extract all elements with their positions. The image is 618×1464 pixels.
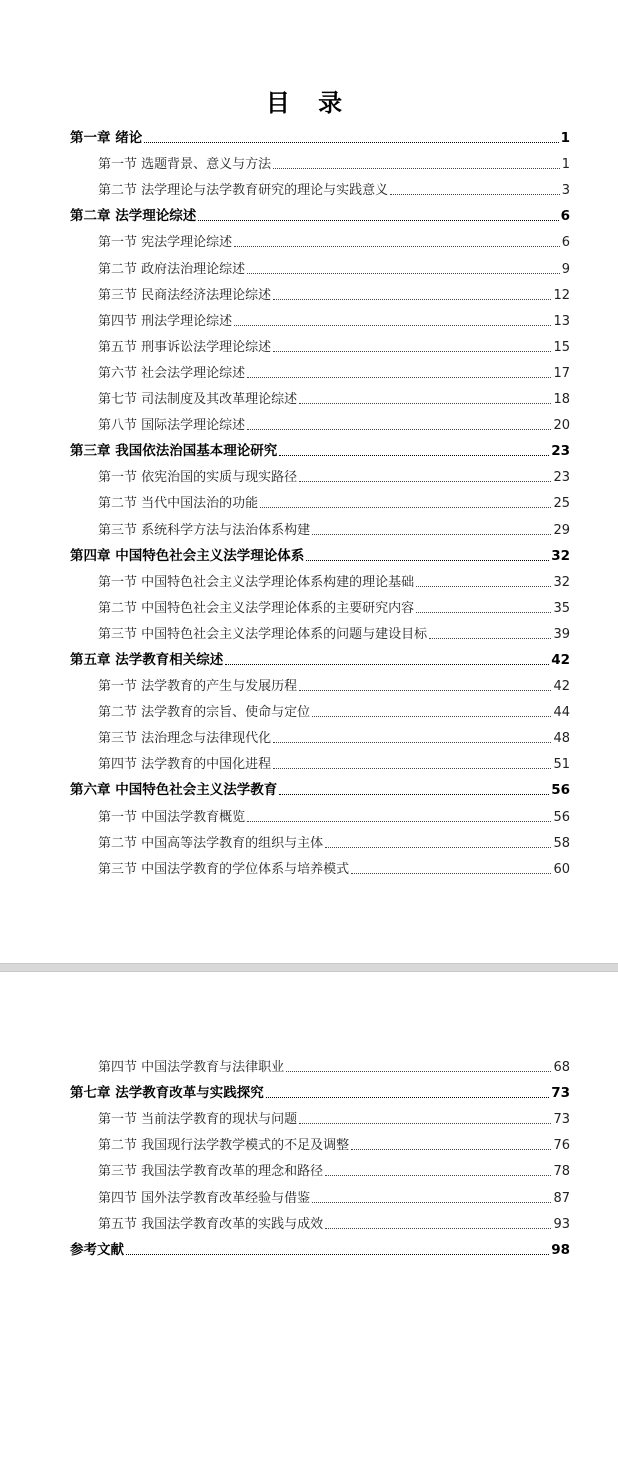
toc-page-number: 76: [553, 1138, 570, 1154]
toc-page-number: 68: [553, 1060, 570, 1076]
toc-page-number: 56: [553, 809, 570, 825]
toc-entry-label: 第二节 当代中国法治的功能: [98, 496, 259, 512]
toc-entry-label: 第二节 政府法治理论综述: [98, 261, 246, 277]
toc-entry-label: 第五节 我国法学教育改革的实践与成效: [98, 1216, 324, 1232]
toc-page-number: 93: [553, 1216, 570, 1232]
toc-page-number: 56: [551, 782, 570, 799]
toc-page-number: 78: [553, 1164, 570, 1180]
toc-section-entry[interactable]: [0, 698, 618, 724]
toc-chapter-entry[interactable]: [0, 124, 618, 150]
toc-entry-label: 第三节 中国特色社会主义法学理论体系的问题与建设目标: [98, 626, 428, 642]
toc-section-entry[interactable]: [0, 307, 618, 333]
toc-list-page-1: [0, 124, 618, 881]
toc-chapter-entry[interactable]: [0, 1079, 618, 1105]
dot-leader: [312, 1202, 551, 1203]
toc-section-entry[interactable]: [0, 463, 618, 489]
toc-page-number: 13: [553, 313, 570, 329]
toc-entry-label: 第四节 刑法学理论综述: [98, 313, 233, 329]
dot-leader: [247, 273, 560, 274]
toc-list-page-2: [0, 1053, 618, 1262]
toc-section-entry[interactable]: [0, 254, 618, 280]
toc-entry-label: 第一节 依宪治国的实质与现实路径: [98, 470, 298, 486]
toc-entry-label: 第三章 我国依法治国基本理论研究: [70, 443, 278, 460]
toc-page-number: 51: [553, 757, 570, 773]
dot-leader: [325, 1228, 551, 1229]
dot-leader: [234, 246, 560, 247]
toc-page-number: 18: [553, 392, 570, 408]
toc-entry-label: 第一节 选题背景、意义与方法: [98, 157, 272, 173]
toc-entry-label: 参考文献: [70, 1241, 124, 1258]
toc-page-number: 42: [553, 679, 570, 695]
toc-section-entry[interactable]: [0, 750, 618, 776]
toc-page-number: 15: [553, 339, 570, 355]
toc-page-number: 35: [553, 600, 570, 616]
dot-leader: [299, 481, 551, 482]
dot-leader: [312, 716, 551, 717]
dot-leader: [144, 142, 558, 143]
toc-page-number: 1: [560, 130, 570, 147]
dot-leader: [273, 168, 560, 169]
toc-entry-label: 第一章 绪论: [70, 130, 143, 147]
toc-page-number: 32: [551, 547, 570, 564]
dot-leader: [273, 742, 551, 743]
toc-page-number: 87: [553, 1190, 570, 1206]
toc-section-entry[interactable]: [0, 1183, 618, 1209]
dot-leader: [247, 821, 551, 822]
toc-title: 目 录: [265, 88, 353, 117]
toc-entry-label: 第二节 我国现行法学教学模式的不足及调整: [98, 1138, 350, 1154]
toc-section-entry[interactable]: [0, 724, 618, 750]
toc-section-entry[interactable]: [0, 672, 618, 698]
toc-entry-label: 第四节 国外法学教育改革经验与借鉴: [98, 1190, 311, 1206]
toc-section-entry[interactable]: [0, 228, 618, 254]
dot-leader: [247, 377, 551, 378]
toc-page-number: 39: [553, 626, 570, 642]
dot-leader: [260, 507, 551, 508]
toc-page-number: 12: [553, 287, 570, 303]
toc-entry-label: 第一节 中国特色社会主义法学理论体系构建的理论基础: [98, 574, 415, 590]
toc-entry-label: 第一节 当前法学教育的现状与问题: [98, 1112, 298, 1128]
toc-entry-label: 第七章 法学教育改革与实践探究: [70, 1085, 264, 1102]
toc-section-entry[interactable]: [0, 281, 618, 307]
toc-page-number: 58: [553, 835, 570, 851]
dot-leader: [416, 586, 551, 587]
toc-page-number: 23: [553, 470, 570, 486]
toc-entry-label: 第三节 中国法学教育的学位体系与培养模式: [98, 861, 350, 877]
dot-leader: [225, 664, 549, 665]
toc-page-number: 1: [561, 157, 570, 173]
toc-section-entry[interactable]: [0, 176, 618, 202]
toc-section-entry[interactable]: [0, 150, 618, 176]
toc-section-entry[interactable]: [0, 568, 618, 594]
toc-section-entry[interactable]: [0, 411, 618, 437]
toc-entry-label: 第三节 我国法学教育改革的理念和路径: [98, 1164, 324, 1180]
toc-page-number: 42: [551, 651, 570, 668]
toc-entry-label: 第三节 民商法经济法理论综述: [98, 287, 272, 303]
toc-entry-label: 第二节 中国高等法学教育的组织与主体: [98, 835, 324, 851]
toc-entry-label: 第二节 法学理论与法学教育研究的理论与实践意义: [98, 183, 389, 199]
dot-leader: [351, 873, 551, 874]
toc-entry-label: 第六节 社会法学理论综述: [98, 365, 246, 381]
toc-page-number: 29: [553, 522, 570, 538]
toc-page-number: 44: [553, 705, 570, 721]
toc-section-entry[interactable]: [0, 489, 618, 515]
toc-section-entry[interactable]: [0, 802, 618, 828]
dot-leader: [312, 534, 551, 535]
toc-entry-label: 第二节 法学教育的宗旨、使命与定位: [98, 705, 311, 721]
toc-section-entry[interactable]: [0, 515, 618, 541]
dot-leader: [390, 194, 560, 195]
toc-entry-label: 第四章 中国特色社会主义法学理论体系: [70, 547, 305, 564]
toc-entry-label: 第二章 法学理论综述: [70, 208, 197, 225]
toc-section-entry[interactable]: [0, 1053, 618, 1079]
toc-section-entry[interactable]: [0, 1105, 618, 1131]
toc-entry-label: 第三节 系统科学方法与法治体系构建: [98, 522, 311, 538]
toc-section-entry[interactable]: [0, 1131, 618, 1157]
dot-leader: [198, 220, 558, 221]
dot-leader: [325, 1175, 551, 1176]
toc-page-number: 48: [553, 731, 570, 747]
toc-page-number: 32: [553, 574, 570, 590]
toc-section-entry[interactable]: [0, 1210, 618, 1236]
toc-chapter-entry[interactable]: [0, 437, 618, 463]
toc-chapter-entry[interactable]: [0, 1236, 618, 1262]
dot-leader: [351, 1149, 551, 1150]
dot-leader: [126, 1254, 549, 1255]
toc-entry-label: 第一节 中国法学教育概览: [98, 809, 246, 825]
toc-entry-label: 第三节 法治理念与法律现代化: [98, 731, 272, 747]
dot-leader: [416, 612, 551, 613]
toc-section-entry[interactable]: [0, 359, 618, 385]
toc-entry-label: 第五节 刑事诉讼法学理论综述: [98, 339, 272, 355]
toc-page-number: 17: [553, 365, 570, 381]
dot-leader: [279, 794, 549, 795]
toc-page-number: 6: [560, 208, 570, 225]
dot-leader: [299, 690, 551, 691]
toc-entry-label: 第一节 宪法学理论综述: [98, 235, 233, 251]
toc-page-number: 20: [553, 418, 570, 434]
dot-leader: [279, 455, 549, 456]
toc-page-number: 25: [553, 496, 570, 512]
toc-page-number: 60: [553, 861, 570, 877]
toc-section-entry[interactable]: [0, 385, 618, 411]
toc-section-entry[interactable]: [0, 1157, 618, 1183]
toc-section-entry[interactable]: [0, 333, 618, 359]
toc-page-number: 6: [561, 235, 570, 251]
toc-page-number: 73: [553, 1112, 570, 1128]
dot-leader: [266, 1097, 550, 1098]
toc-chapter-entry[interactable]: [0, 776, 618, 802]
toc-entry-label: 第四节 法学教育的中国化进程: [98, 757, 272, 773]
toc-page-number: 23: [551, 443, 570, 460]
dot-leader: [286, 1071, 551, 1072]
toc-page-number: 3: [561, 183, 570, 199]
toc-section-entry[interactable]: [0, 594, 618, 620]
dot-leader: [299, 1123, 551, 1124]
toc-entry-label: 第六章 中国特色社会主义法学教育: [70, 782, 278, 799]
dot-leader: [247, 429, 551, 430]
toc-entry-label: 第五章 法学教育相关综述: [70, 651, 224, 668]
toc-entry-label: 第七节 司法制度及其改革理论综述: [98, 392, 298, 408]
dot-leader: [325, 847, 551, 848]
dot-leader: [273, 299, 551, 300]
dot-leader: [273, 351, 551, 352]
dot-leader: [234, 325, 551, 326]
toc-section-entry[interactable]: [0, 855, 618, 881]
toc-page-number: 98: [551, 1241, 570, 1258]
dot-leader: [306, 560, 549, 561]
toc-section-entry[interactable]: [0, 829, 618, 855]
toc-page-2: [0, 972, 618, 1464]
page-separator: [0, 963, 618, 972]
dot-leader: [299, 403, 551, 404]
toc-entry-label: 第二节 中国特色社会主义法学理论体系的主要研究内容: [98, 600, 415, 616]
toc-entry-label: 第一节 法学教育的产生与发展历程: [98, 679, 298, 695]
dot-leader: [429, 638, 551, 639]
toc-page-number: 73: [551, 1085, 570, 1102]
toc-entry-label: 第八节 国际法学理论综述: [98, 418, 246, 434]
toc-chapter-entry[interactable]: [0, 542, 618, 568]
toc-chapter-entry[interactable]: [0, 202, 618, 228]
toc-section-entry[interactable]: [0, 620, 618, 646]
toc-entry-label: 第四节 中国法学教育与法律职业: [98, 1060, 285, 1076]
dot-leader: [273, 768, 551, 769]
toc-page-number: 9: [561, 261, 570, 277]
toc-chapter-entry[interactable]: [0, 646, 618, 672]
